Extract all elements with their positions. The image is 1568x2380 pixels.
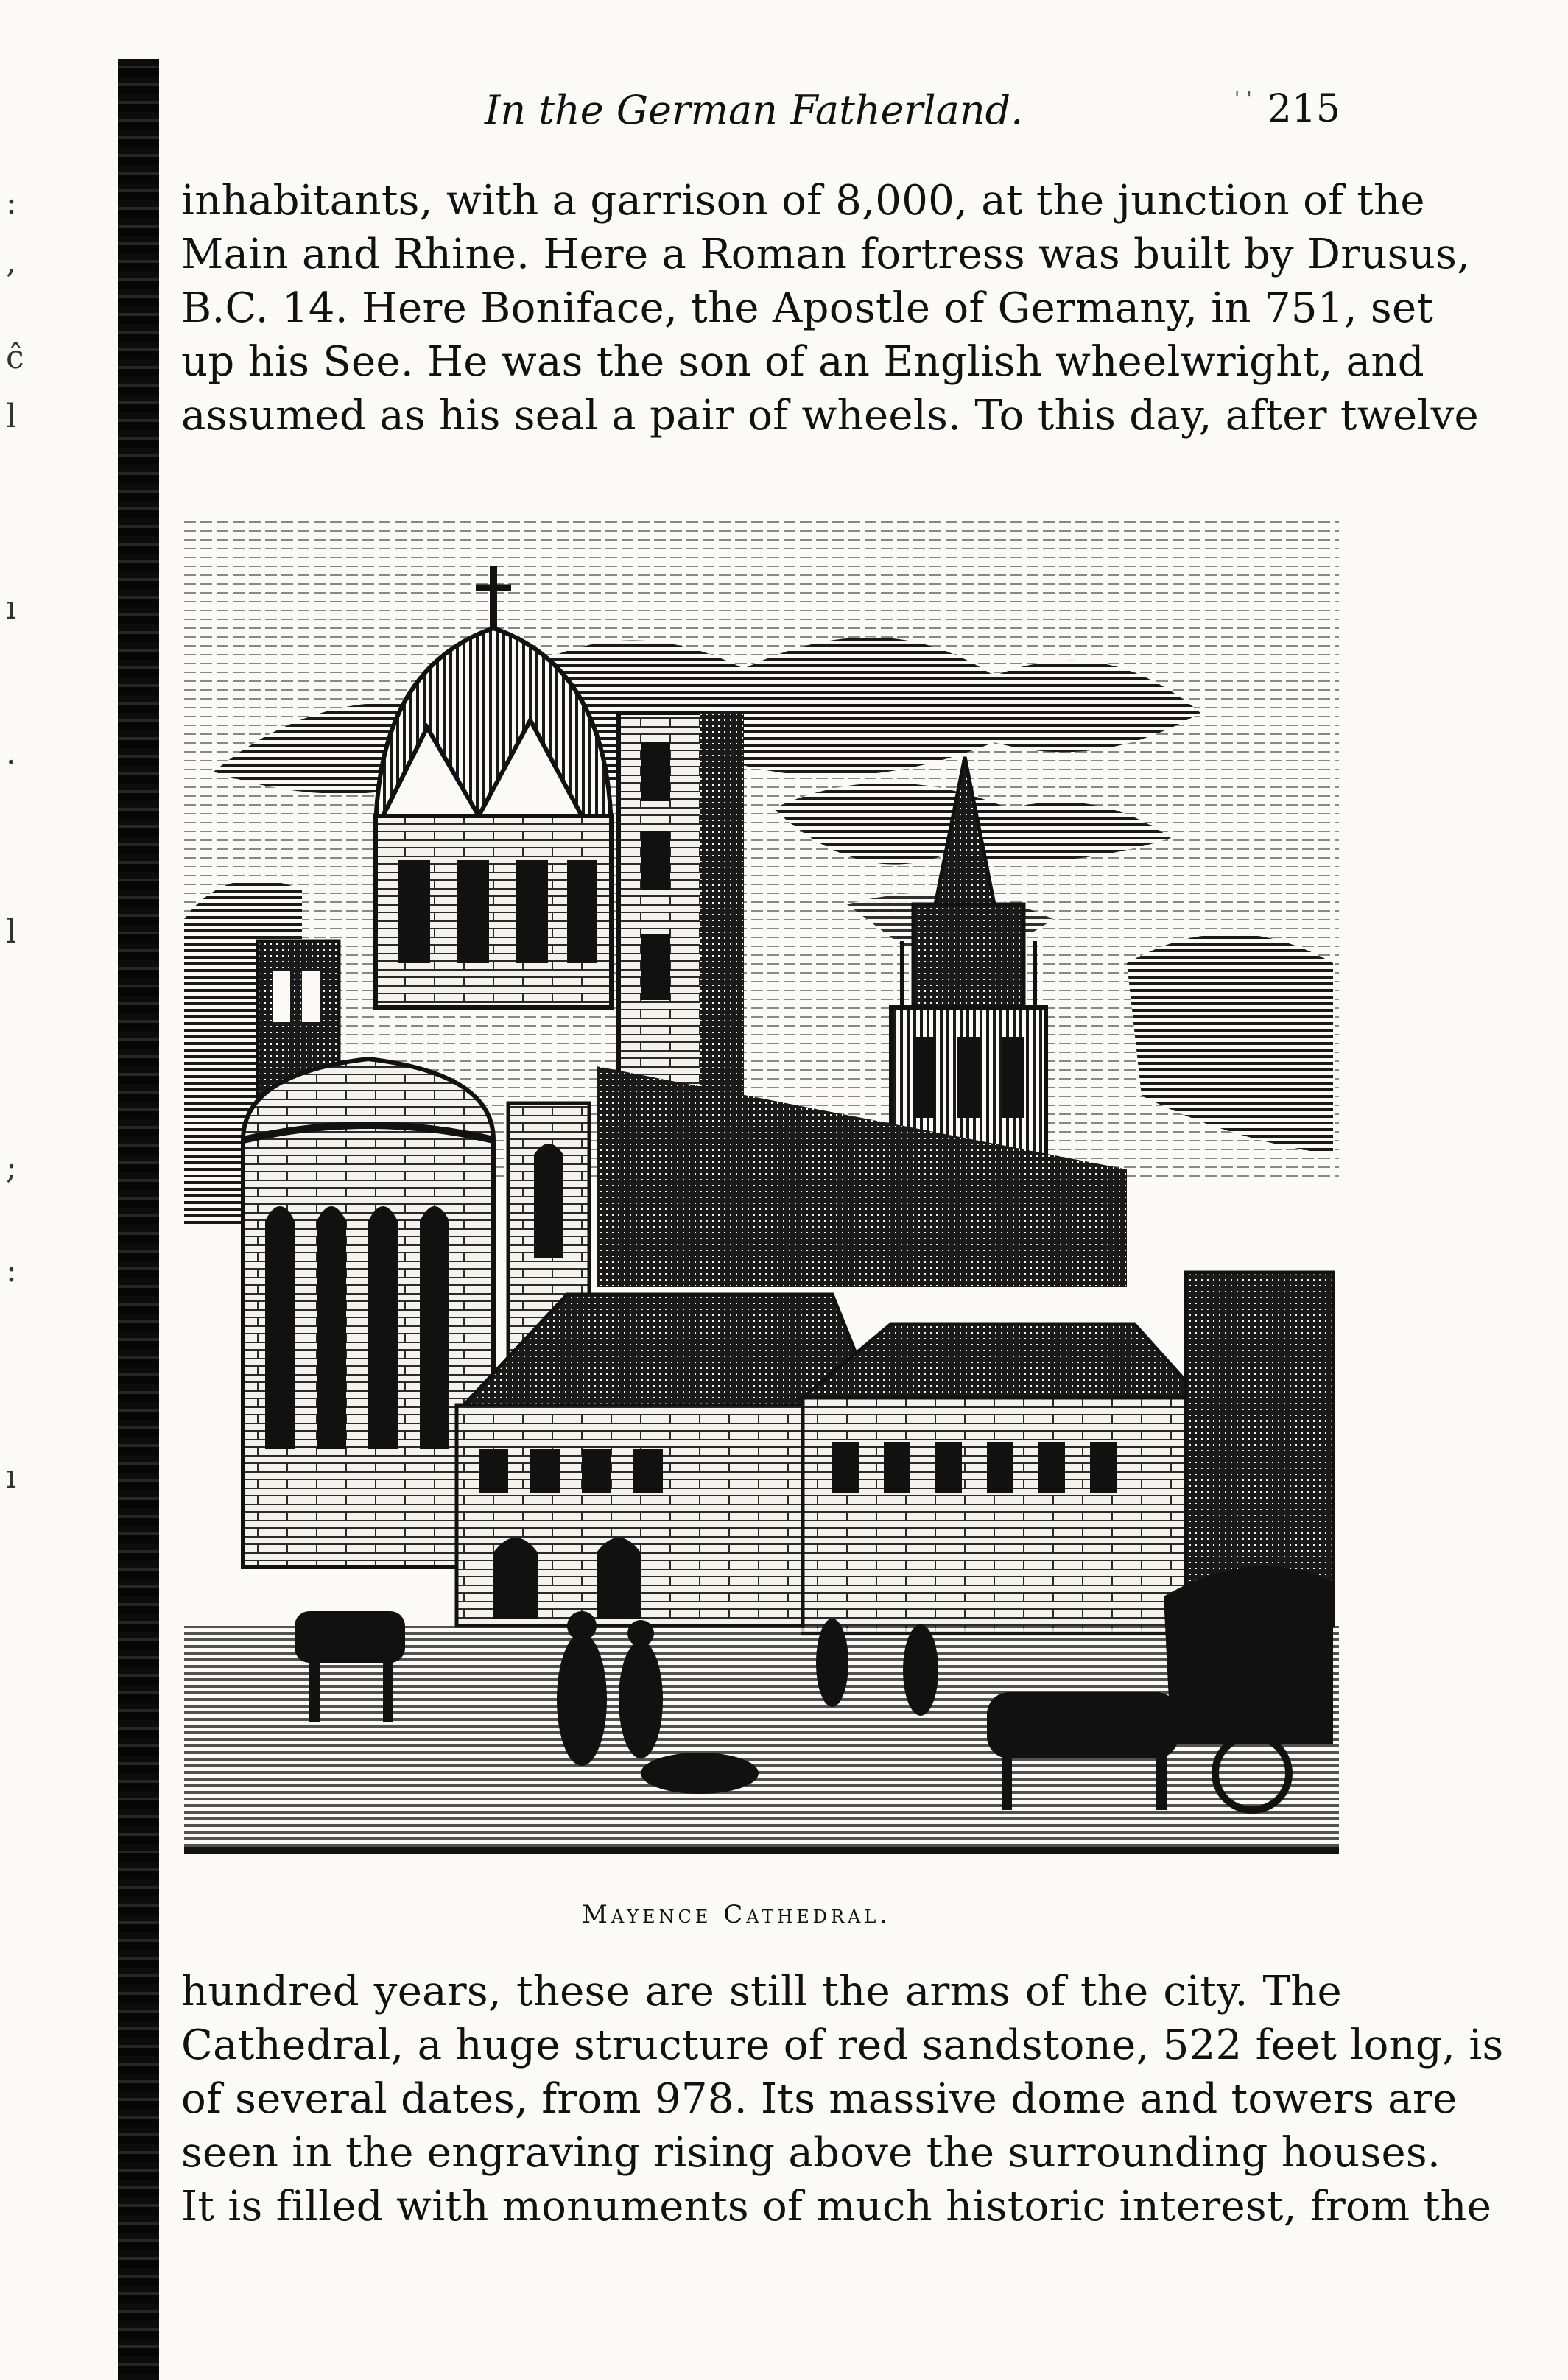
text-line: hundred years, these are still the arms of the city. The <box>181 1968 1342 2015</box>
text-line: of several dates, from 978. Its massive dome and towers are <box>181 2075 1458 2123</box>
text-line: Cathedral, a huge structure of red sandstone, 522 feet long, is <box>181 2021 1504 2069</box>
figure-caption: Mayence Cathedral. <box>582 1900 892 1929</box>
text-line: assumed as his seal a pair of wheels. To this day, after twelve <box>181 392 1479 440</box>
text-line: up his See. He was the son of an English wheelwright, and <box>181 338 1424 386</box>
print-mark: ' ' <box>1234 87 1252 111</box>
text-line: inhabitants, with a garrison of 8,000, at the junction of the <box>181 177 1425 225</box>
book-binding-edge <box>118 59 159 2380</box>
frame-baseline <box>184 1847 1339 1854</box>
engraving-svg <box>184 492 1339 1876</box>
square-tower <box>619 713 744 1125</box>
text-line: Main and Rhine. Here a Roman fortress was built by Drusus, <box>181 230 1471 278</box>
body-text-top <box>181 174 1479 443</box>
body-text-bottom <box>181 1965 1504 2233</box>
cathedral-engraving <box>184 492 1339 1876</box>
text-line: It is filled with monuments of much historic interest, from the <box>181 2183 1492 2231</box>
page-header <box>177 87 1340 146</box>
page-number: 215 <box>1267 87 1340 131</box>
margin-specks: : , ĉ l ı · l ; : ı <box>6 184 24 1496</box>
text-line: B.C. 14. Here Boniface, the Apostle of Germany, in 751, set <box>181 284 1434 332</box>
text-line: seen in the engraving rising above the surrounding houses. <box>181 2129 1441 2177</box>
running-head: In the German Fatherland. <box>485 87 1024 133</box>
